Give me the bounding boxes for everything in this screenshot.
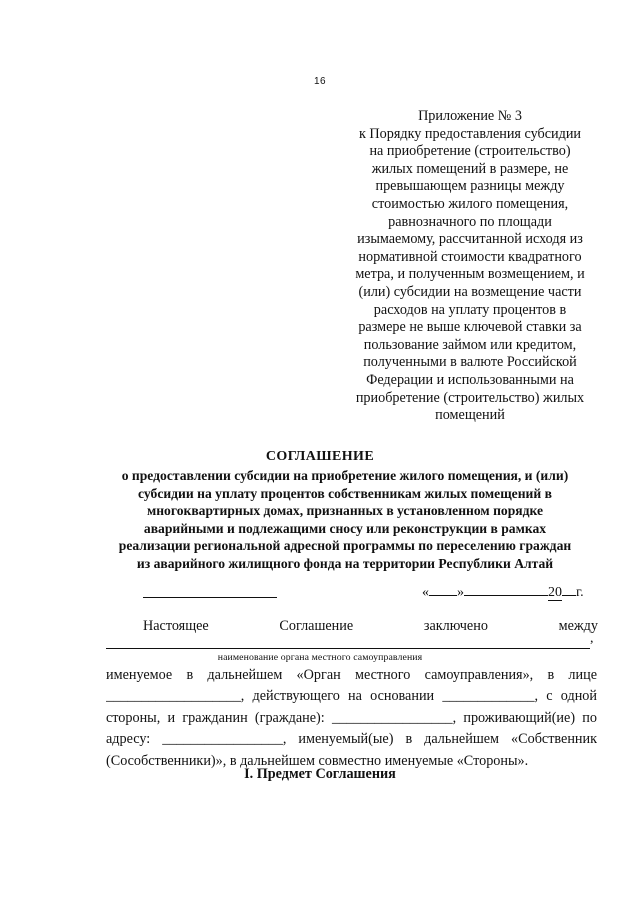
subtitle-line: аварийными и подлежащими сносу или реконструкции в рамках xyxy=(143,520,547,536)
place-blank-line xyxy=(143,585,277,598)
agreement-title: СОГЛАШЕНИЕ xyxy=(265,449,375,464)
body-line: стороны, и гражданин (граждане): _________________, проживающий(ие) по xyxy=(106,709,597,726)
year-suffix: г. xyxy=(576,585,584,600)
appendix-line: Федерации и использованными на xyxy=(366,371,574,388)
page-number: 16 xyxy=(313,76,327,87)
subtitle-line: субсидии на уплату процентов собственникам жилых помещений в xyxy=(138,485,552,501)
appendix-line: метра, и полученным возмещением, и xyxy=(355,266,585,283)
appendix-line: Приложение № 3 xyxy=(418,108,522,124)
subtitle-line: реализации региональной адресной программы по переселению граждан xyxy=(118,538,572,553)
appendix-line: нормативной стоимости квадратного xyxy=(358,248,582,265)
section-title: I. Предмет Соглашения xyxy=(244,766,396,782)
org-line-comma: , xyxy=(590,631,594,646)
appendix-line: на приобретение (строительство) xyxy=(369,143,571,160)
appendix-header xyxy=(350,108,590,425)
agreement-subtitle xyxy=(95,467,595,572)
appendix-line: превышающем разницы между xyxy=(375,178,565,195)
appendix-line: стоимостью жилого помещения, xyxy=(371,195,569,212)
body-line: (Сособственники)», в дальнейшем совместно именуемые «Стороны». xyxy=(106,752,529,769)
body-line: ___________________, действующего на основании _____________, с одной xyxy=(106,688,597,705)
appendix-line: изымаемому, рассчитанной исходя из xyxy=(357,231,583,248)
appendix-line: размере не выше ключевой ставки за xyxy=(358,319,582,336)
appendix-line: к Порядку предоставления субсидии xyxy=(358,125,582,142)
appendix-line: равнозначного по площади xyxy=(388,213,552,230)
intro-word: Настоящее xyxy=(143,618,209,634)
date-open-quote: « xyxy=(422,585,429,600)
org-name-caption: наименование органа местного самоуправления xyxy=(217,652,423,663)
subtitle-line: о предоставлении субсидии на приобретение жилого помещения, и (или) xyxy=(121,468,569,483)
appendix-line: помещений xyxy=(435,407,505,424)
intro-word: заключено xyxy=(423,618,488,634)
intro-row xyxy=(143,618,598,635)
year-blank xyxy=(562,583,576,596)
org-name-blank-line xyxy=(106,648,590,649)
appendix-line: жилых помещений в размере, не xyxy=(371,160,569,177)
date-field xyxy=(422,583,597,601)
appendix-line: полученными в валюте Российской xyxy=(363,354,577,371)
appendix-line: расходов на уплату процентов в xyxy=(373,301,567,318)
appendix-line: (или) субсидии на возмещение части xyxy=(358,283,582,300)
appendix-line: приобретение (строительство) жилых xyxy=(355,389,585,406)
date-close-quote: » xyxy=(457,585,464,600)
day-blank xyxy=(429,583,457,596)
body-line: адресу: _________________, именуемый(ые) в дальнейшем «Собственник xyxy=(106,731,597,748)
subtitle-line: из аварийного жилищного фонда на территории Республики Алтай xyxy=(136,555,554,571)
subtitle-line: многоквартирных домах, признанных в установленном порядке xyxy=(146,503,544,518)
intro-word: Соглашение xyxy=(279,618,354,634)
intro-word: между xyxy=(558,618,598,634)
year-prefix: 20 xyxy=(548,585,562,600)
month-blank xyxy=(464,583,548,596)
appendix-line: пользование займом или кредитом, xyxy=(363,336,577,353)
body-line: именуемое в дальнейшем «Орган местного самоуправления», в лице xyxy=(106,667,597,683)
agreement-body-paragraph xyxy=(106,665,597,772)
